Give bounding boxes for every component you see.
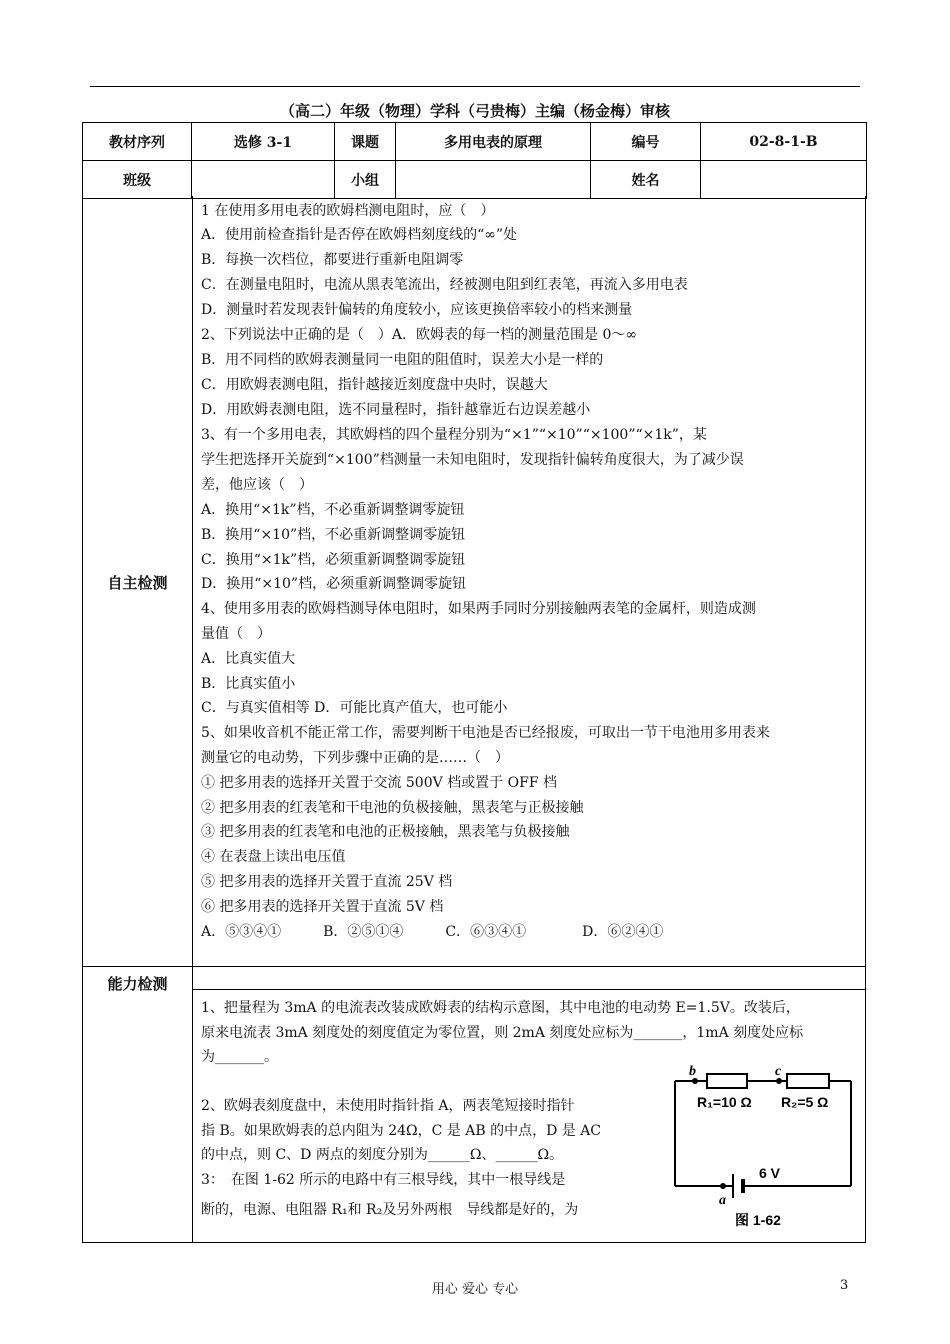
question-line: 指 B。如果欧姆表的总内阻为 24Ω，C 是 AB 的中点，D 是 AC [201,1123,602,1139]
question-line: 断的，电源、电阻器 R₁和 R₂及另外两根 导线都是好的，为 [201,1202,579,1218]
ability-check-section [82,967,866,1243]
question-line: 1 在使用多用电表的欧姆档测电阻时，应（ ） [201,203,495,219]
question-line: 2、下列说法中正确的是（ ）A．欧姆表的每一档的测量范围是 0～∞ [201,327,638,343]
self-check-label-cell [83,196,193,966]
self-check-section [82,196,866,967]
question-line: 1、把量程为 3mA 的电流表改装成欧姆表的结构示意图，其中电池的电动势 E=1.5V。改装后， [201,1000,800,1016]
question-line: ② 把多用表的红表笔和干电池的负极接触，黑表笔与正极接触 [201,800,584,816]
resistor-r1 [707,1074,747,1088]
question-line: A．换用“×1k”档，不必重新调整调零旋钮 [201,502,465,518]
circuit-diagram [671,1063,861,1233]
info-row [83,161,867,199]
question-line: 差，他应该（ ） [201,477,313,493]
value-number: 02-8-1-B [701,123,867,161]
label-topic: 课题 [335,123,396,161]
question-line: ④ 在表盘上读出电压值 [201,849,346,865]
label-textbook-series: 教材序列 [83,123,192,161]
figure-caption: 图 1-62 [735,1212,781,1228]
question-line: 3、有一个多用电表，其欧姆档的四个量程分别为“×1”“×10”“×100”“×1k”，某 [201,427,707,443]
header-rule [90,86,860,87]
question-line: C．与真实值相等 D．可能比真产值大，也可能小 [201,700,508,716]
question-line: 测量它的电动势，下列步骤中正确的是……（ ） [201,750,509,766]
value-name [701,161,867,199]
question-line: B．换用“×10”档，不必重新调整调零旋钮 [201,527,466,543]
question-line: ⑥ 把多用表的选择开关置于直流 5V 档 [201,899,444,915]
label-name: 姓名 [591,161,701,199]
question-line: C．在测量电阻时，电流从黑表笔流出，经被测电阻到红表笔，再流入多用电表 [201,277,688,293]
page-number: 3 [840,1278,849,1293]
ability-check-label: 能力检测 [107,975,168,993]
question-line: 为_______。 [201,1049,278,1065]
question-line: B．比真实值小 [201,676,296,692]
question-line: 原来电流表 3mA 刻度处的刻度值定为零位置，则 2mA 刻度处应标为_______，1mA 刻度处应标 [201,1025,804,1041]
info-row [83,123,867,161]
self-check-label: 自主检测 [107,574,168,592]
question-line: D．测量时若发现表针偏转的角度较小，应该更换倍率较小的档来测量 [201,302,633,318]
question-line: 4、使用多用表的欧姆档测导体电阻时，如果两手同时分别接触两表笔的金属杆，则造成测 [201,601,756,617]
node-b-label: b [689,1064,696,1079]
r2-label: R₂=5 Ω [781,1094,829,1110]
question-line: 2、欧姆表刻度盘中，未使用时指针指 A，两表笔短接时指针 [201,1098,575,1114]
resistor-r2 [787,1074,829,1088]
question-line: 量值（ ） [201,626,271,642]
value-textbook-series: 选修 3-1 [192,123,335,161]
question-line: D．用欧姆表测电阻，选不同量程时，指针越靠近右边误差越小 [201,402,591,418]
node-a-label: a [719,1193,726,1208]
value-topic: 多用电表的原理 [396,123,591,161]
section-divider [193,989,866,990]
node-c-label: c [775,1064,782,1079]
ability-check-label-cell [83,967,193,1242]
info-table [82,122,867,199]
question-line: 5、如果收音机不能正常工作，需要判断干电池是否已经报废，可取出一节干电池用多用表来 [201,725,770,741]
question-line: A．比真实值大 [201,651,296,667]
question-line: 学生把选择开关旋到“×100”档测量一未知电阻时，发现指针偏转角度很大，为了减少误 [201,452,744,468]
label-group: 小组 [335,161,396,199]
label-number: 编号 [591,123,701,161]
question-line: D．换用“×10”档，必须重新调整调零旋钮 [201,576,467,592]
value-group [396,161,591,199]
footer-text: 用心 爱心 专心 [431,1282,519,1297]
r1-label: R₁=10 Ω [697,1094,752,1110]
question-line: 3： 在图 1-62 所示的电路中有三根导线，其中一根导线是 [201,1172,566,1188]
question-line: 的中点，则 C、D 两点的刻度分别为______Ω、______Ω。 [201,1147,564,1163]
question-line: ⑤ 把多用表的选择开关置于直流 25V 档 [201,874,453,890]
question-line: C．用欧姆表测电阻，指针越接近刻度盘中央时，误越大 [201,377,548,393]
question-line: B．用不同档的欧姆表测量同一电阻的阻值时，误差大小是一样的 [201,352,604,368]
page-heading: （高二）年级（物理）学科（弓贵梅）主编（杨金梅）审核 [279,102,670,120]
label-class: 班级 [83,161,192,199]
answer-options-line: A．⑤③④① B．②⑤①④ C．⑥③④① D．⑥②④① [201,924,664,940]
question-line: ① 把多用表的选择开关置于交流 500V 档或置于 OFF 档 [201,775,557,791]
question-line: B．每换一次档位，都要进行重新电阻调零 [201,252,464,268]
value-class [192,161,335,199]
question-line: ③ 把多用表的红表笔和电池的正极接触，黑表笔与负极接触 [201,824,570,840]
question-line: C．换用“×1k”档，必须重新调整调零旋钮 [201,552,466,568]
question-line: A．使用前检查指针是否停在欧姆档刻度线的“∞”处 [201,227,518,243]
source-label: 6 V [759,1165,781,1181]
